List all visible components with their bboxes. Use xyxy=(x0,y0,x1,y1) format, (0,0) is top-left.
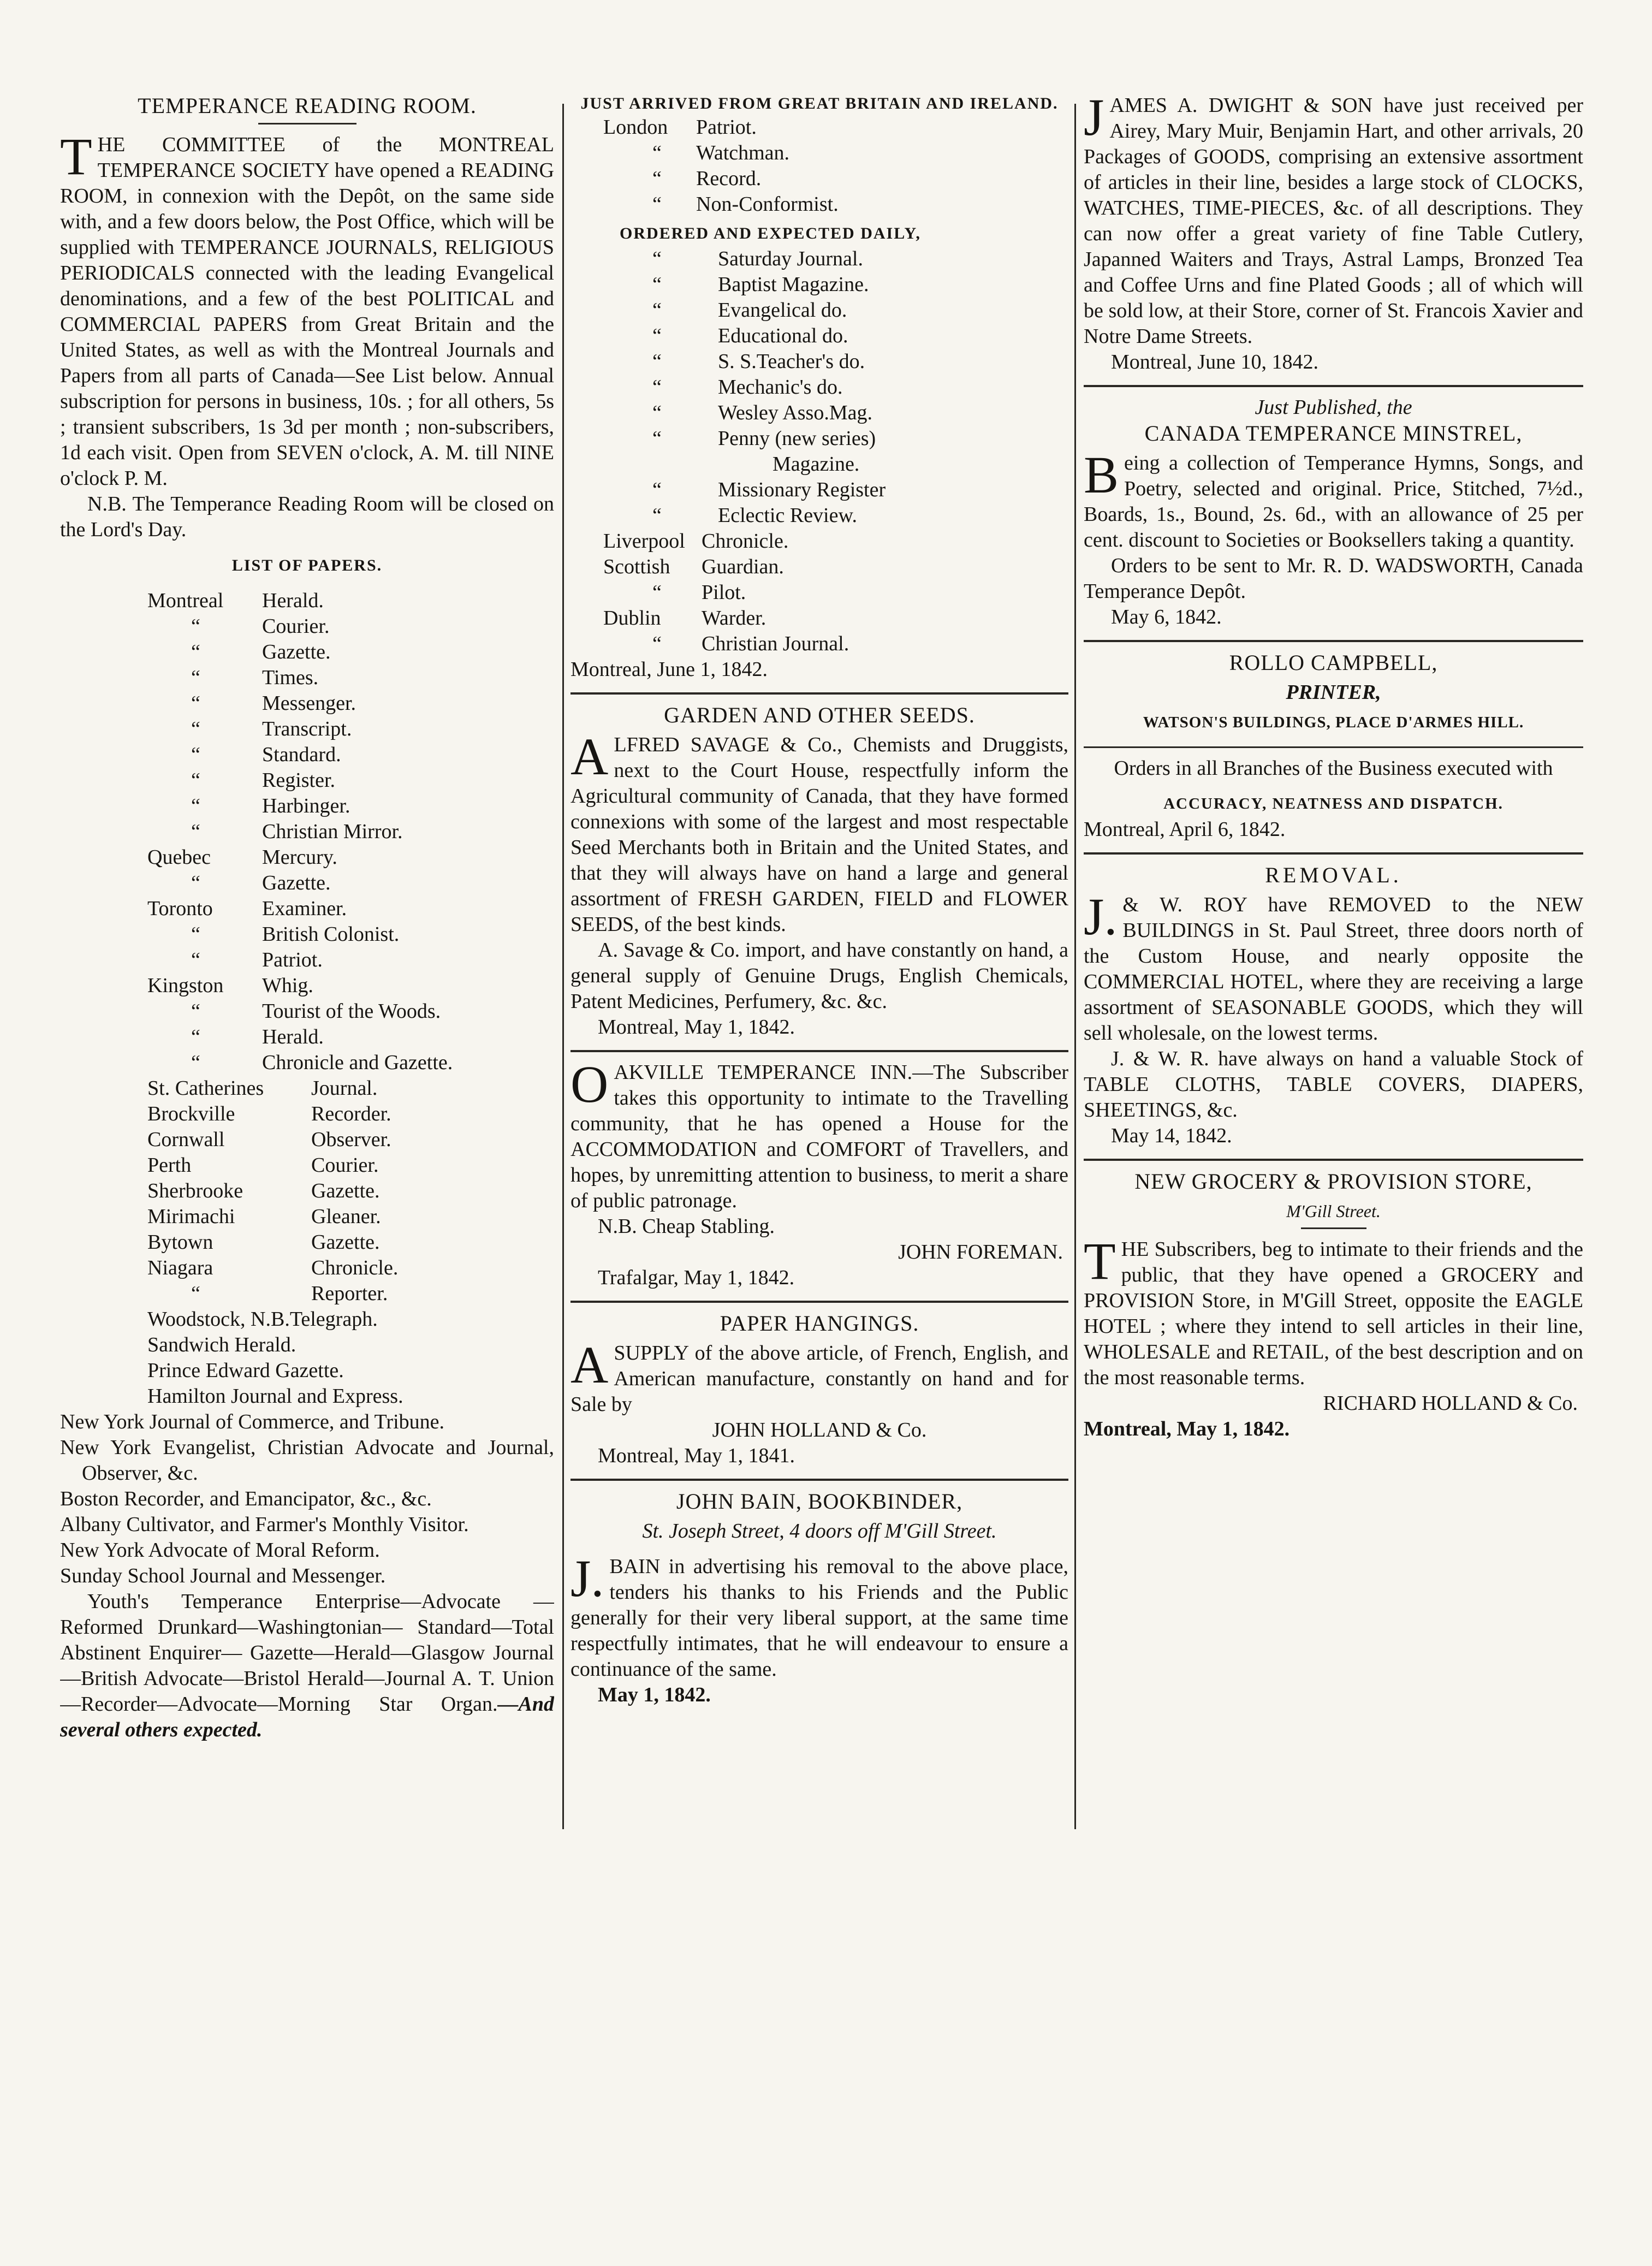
list-item xyxy=(60,1101,554,1127)
place-name: St. Catherines xyxy=(147,1077,264,1100)
paper-name: British Colonist. xyxy=(262,923,400,946)
paper-name: Examiner. xyxy=(262,897,347,920)
place-name: “ xyxy=(191,615,200,638)
ditto-mark: “ xyxy=(652,427,662,450)
list-item xyxy=(571,166,1068,192)
list-item xyxy=(60,614,554,639)
paper-name: Observer. xyxy=(311,1128,391,1151)
paper-name: Missionary Register xyxy=(718,478,886,501)
inn-ad: OAKVILLE TEMPERANCE INN.—The Subscriber takes this opportunity to intimate to the Travelling community, that he has opened a House for the ACCOMMODATION and COMFORT of Travellers, and hopes, by unremitting attention to business, to merit a share of public patronage. xyxy=(571,1055,1068,1212)
column-divider xyxy=(1074,104,1076,1829)
place-name: Sherbrooke xyxy=(147,1179,243,1202)
list-item: New York Evangelist, Christian Advocate and Journal, Observer, &c. xyxy=(60,1436,554,1485)
rollo-title: ROLLO CAMPBELL, xyxy=(1229,650,1438,675)
separator xyxy=(1084,852,1583,855)
list-item xyxy=(60,999,554,1024)
place-name: Bytown xyxy=(147,1231,213,1254)
paper-hangings-title: PAPER HANGINGS. xyxy=(720,1311,919,1336)
place-name: “ xyxy=(191,717,200,740)
list-item xyxy=(60,1076,554,1101)
ditto-mark: “ xyxy=(652,324,662,347)
ordered-title: ORDERED AND EXPECTED DAILY, xyxy=(620,224,921,242)
paper-name: Standard. xyxy=(262,743,341,766)
paper-name: Tourist of the Woods. xyxy=(262,1000,441,1023)
youth-papers: Youth's Temperance Enterprise—Advocate —Reformed Drunkard—Washingtonian— Standard—Total Abstinent Enquirer— Gazette—Herald—Glasgow Journal—British Advocate—Bristol Herald—Journal A. T. Union—Recorder—Advocate—Morning Star Organ.—And several others expected. xyxy=(60,1590,554,1741)
list-item xyxy=(571,246,1068,272)
place-name: “ xyxy=(191,769,200,792)
seeds-ad-2: A. Savage & Co. import, and have constantly on hand, a general supply of Genuine Drugs, English Chemicals, Patent Medicines, Perfumery, &c. &c. xyxy=(571,939,1068,1013)
list-item xyxy=(60,1230,554,1255)
reading-room-notice: THE COMMITTEE of the MONTREAL TEMPERANCE SOCIETY have opened a READING ROOM, in connexion with the Depôt, on the same side with, and a few doors below, the Post Office, which will be supplied with TEMPERANCE JOURNALS, RELIGIOUS PERIODICALS connected with the leading Evangelical denominations, and a few of the best POLITICAL and COMMERCIAL PAPERS from Great Britain and the United States, as well as with the Montreal Journals and Papers from all parts of Canada—See List below. Annual subscription for persons in business, 10s. ; for all others, 5s ; transient subscribers, 1s 3d per month ; non-subscribers, 1d each visit. Open from SEVEN o'clock, A. M. till NINE o'clock P. M. xyxy=(60,127,554,490)
arrived-list xyxy=(571,115,1068,217)
place-name: “ xyxy=(652,193,662,216)
list-item xyxy=(60,973,554,999)
paper-name: Baptist Magazine. xyxy=(718,273,869,296)
list-item: Sunday School Journal and Messenger. xyxy=(60,1564,386,1587)
list-item xyxy=(60,742,554,768)
bain-ad: J. BAIN in advertising his removal to the above place, tenders his thanks to his Friends and the Public generally for their very liberal support, at the same time respectfully intimates, that he will endeavour to ensure a continuance of the same. xyxy=(571,1549,1068,1681)
ditto-mark: “ xyxy=(652,299,662,322)
paper-hangings-signature: JOHN HOLLAND & Co. xyxy=(712,1419,927,1442)
place-name: “ xyxy=(191,1051,200,1074)
paper-name: Saturday Journal. xyxy=(718,247,863,270)
paper-name: Wesley Asso.Mag. xyxy=(718,401,872,424)
paper-name: Reporter. xyxy=(311,1282,388,1305)
place-name: “ xyxy=(191,820,200,843)
paper-name: Recorder. xyxy=(311,1102,391,1125)
minstrel-pre: Just Published, the xyxy=(1255,396,1412,419)
grocery-ad: THE Subscribers, beg to intimate to their friends and the public, that they have opened a GROCERY and PROVISION Store, in M'Gill Street, opposite the EAGLE HOTEL ; where they intend to sell articles in their line, WHOLESALE and RETAIL, of the best description and on the most reasonable terms. xyxy=(1084,1232,1583,1389)
removal-ad: J. & W. ROY have REMOVED to the NEW BUILDINGS in St. Paul Street, three doors north of the Custom House, and nearly opposite the COMMERCIAL HOTEL, where they are receiving a large assortment of SEASONABLE GOODS, which they will sell wholesale, on the lowest terms. xyxy=(1084,887,1583,1045)
separator xyxy=(1084,746,1583,748)
paper-name: Herald. xyxy=(262,589,324,612)
paper-name: Chronicle. xyxy=(311,1256,399,1279)
inn-nb: N.B. Cheap Stabling. xyxy=(598,1215,775,1238)
paper-name: Transcript. xyxy=(262,717,352,740)
list-item xyxy=(571,272,1068,298)
paper-name: Times. xyxy=(262,666,319,689)
column-left xyxy=(60,93,554,1829)
dwight-ad: JAMES A. DWIGHT & SON have just received per Airey, Mary Muir, Benjamin Hart, and other arrivals, 20 Packages of GOODS, comprising an extensive assortment of articles in their line, besides a large stock of CLOCKS, WATCHES, TIME-PIECES, &c. of all descriptions. They can now offer a great variety of fine Table Cutlery, Japanned Waiters and Trays, Astral Lamps, Bronzed Tea and Coffee Urns and fine Plated Goods ; all of which will be sold low, at their Store, corner of St. Francois Xavier and Notre Dame Streets. xyxy=(1084,93,1583,348)
list-item xyxy=(60,1281,554,1307)
column-middle xyxy=(571,93,1068,1829)
list-item xyxy=(60,691,554,716)
seeds-title: GARDEN AND OTHER SEEDS. xyxy=(664,703,975,727)
place-name: Dublin xyxy=(603,607,661,630)
paper-name: Non-Conformist. xyxy=(696,193,839,216)
papers-list-3 xyxy=(60,1307,554,1409)
minstrel-title: CANADA TEMPERANCE MINSTREL, xyxy=(1144,421,1523,446)
grocery-address: M'Gill Street. xyxy=(1286,1201,1381,1221)
ditto-mark: “ xyxy=(652,376,662,399)
paper-name: Record. xyxy=(696,167,762,190)
list-of-papers-title: LIST OF PAPERS. xyxy=(231,556,383,574)
list-item xyxy=(571,631,1068,657)
paper-name: Patriot. xyxy=(696,116,757,139)
list-item xyxy=(60,1178,554,1204)
removal-title: REMOVAL. xyxy=(1265,863,1402,887)
paper-name: Herald. xyxy=(262,1025,324,1048)
drop-cap: T xyxy=(60,127,92,186)
paper-name: Harbinger. xyxy=(262,794,350,817)
place-name: “ xyxy=(652,632,662,655)
list-item xyxy=(571,400,1068,426)
list-item xyxy=(60,922,554,947)
list-item xyxy=(60,768,554,793)
place-name: London xyxy=(603,116,668,139)
ditto-mark: “ xyxy=(652,247,662,270)
ditto-mark: “ xyxy=(652,401,662,424)
rollo-accuracy: ACCURACY, NEATNESS AND DISPATCH. xyxy=(1163,795,1504,812)
place-name: “ xyxy=(191,743,200,766)
paper-name: Christian Mirror. xyxy=(262,820,403,843)
bain-address: St. Joseph Street, 4 doors off M'Gill Street. xyxy=(642,1520,997,1543)
list-item xyxy=(60,1050,554,1076)
list-item xyxy=(571,140,1068,166)
place-name: Brockville xyxy=(147,1102,235,1125)
paper-name: Gazette. xyxy=(262,640,331,663)
paper-name: Educational do. xyxy=(718,324,848,347)
inn-signature: JOHN FOREMAN. xyxy=(898,1241,1063,1263)
separator xyxy=(571,1301,1068,1303)
place-name: “ xyxy=(652,141,662,164)
column-divider xyxy=(562,104,564,1829)
list-item xyxy=(571,323,1068,349)
separator xyxy=(571,692,1068,695)
paper-name: Evangelical do. xyxy=(718,299,847,322)
list-item: Magazine. xyxy=(772,453,860,476)
separator xyxy=(1084,385,1583,387)
papers-list xyxy=(60,588,554,1076)
paper-name: Messenger. xyxy=(262,692,356,715)
dwight-date: Montreal, June 10, 1842. xyxy=(1111,351,1318,373)
paper-name: Register. xyxy=(262,769,336,792)
paper-name: Chronicle and Gazette. xyxy=(262,1051,453,1074)
paper-name: Warder. xyxy=(702,607,766,630)
list-item xyxy=(571,426,1068,452)
paper-name: Mercury. xyxy=(262,846,337,869)
list-item: New York Journal of Commerce, and Tribune. xyxy=(60,1410,445,1433)
separator xyxy=(1084,1159,1583,1161)
list-item: Albany Cultivator, and Farmer's Monthly Visitor. xyxy=(60,1513,469,1536)
list-item xyxy=(60,1153,554,1178)
place-name: “ xyxy=(191,948,200,971)
paper-name: Gazette. xyxy=(311,1231,380,1254)
paper-hangings-ad: ASUPPLY of the above article, of French, English, and American manufacture, constantly on hand and for Sale by xyxy=(571,1336,1068,1416)
list-item xyxy=(60,1024,554,1050)
place-name: Montreal xyxy=(147,589,224,612)
place-name: “ xyxy=(652,167,662,190)
list-item xyxy=(571,503,1068,529)
paper-name: Watchman. xyxy=(696,141,790,164)
paper-name: Penny (new series) xyxy=(718,427,876,450)
rollo-date: Montreal, April 6, 1842. xyxy=(1084,818,1286,841)
list-item: New York Advocate of Moral Reform. xyxy=(60,1539,380,1562)
list-item: Boston Recorder, and Emancipator, &c., &c. xyxy=(60,1487,432,1510)
rollo-orders: Orders in all Branches of the Business executed with xyxy=(1114,757,1553,780)
list-item xyxy=(60,947,554,973)
seeds-date: Montreal, May 1, 1842. xyxy=(598,1016,795,1039)
place-name: Kingston xyxy=(147,974,224,997)
minstrel-orders: Orders to be sent to Mr. R. D. WADSWORTH, Canada Temperance Depôt. xyxy=(1084,554,1583,603)
seeds-ad: ALFRED SAVAGE & Co., Chemists and Druggists, next to the Court House, respectfully inform the Agricultural community of Canada, that they have formed connexions with some of the largest and most respectable Seed Merchants both in Britain and the United States, and that they will always have on hand a large and general assortment of FRESH GARDEN, FIELD and FLOWER SEEDS, of the best kinds. xyxy=(571,727,1068,936)
paper-name: Guardian. xyxy=(702,555,784,578)
minstrel-ad: Being a collection of Temperance Hymns, Songs, and Poetry, selected and original. Price, Stitched, 7½d., Boards, 1s., Bound, 2s. 6d., with an allowance of 25 per cent. discount to Societies or Booksellers taking a quantity. xyxy=(1084,446,1583,551)
list-item xyxy=(60,588,554,614)
arrived-title: JUST ARRIVED FROM GREAT BRITAIN AND IRELAND. xyxy=(580,94,1059,112)
list-item xyxy=(60,845,554,870)
place-name: Cornwall xyxy=(147,1128,225,1151)
paper-name: Whig. xyxy=(262,974,313,997)
other-papers-list xyxy=(60,1409,554,1589)
place-name: “ xyxy=(191,794,200,817)
list-item: Sandwich Herald. xyxy=(147,1333,296,1356)
paper-name: Courier. xyxy=(262,615,330,638)
list-item xyxy=(571,375,1068,400)
paper-name: Patriot. xyxy=(262,948,323,971)
list-item xyxy=(571,298,1068,323)
list-item xyxy=(60,716,554,742)
title-rule xyxy=(258,123,356,124)
paper-name: Mechanic's do. xyxy=(718,376,843,399)
bain-title: JOHN BAIN, BOOKBINDER, xyxy=(676,1489,963,1514)
list-item xyxy=(571,554,1068,580)
grocery-rule xyxy=(1301,1227,1366,1229)
list-item xyxy=(571,606,1068,631)
paper-name: Chronicle. xyxy=(702,530,789,553)
place-name: “ xyxy=(191,666,200,689)
paper-name: Courier. xyxy=(311,1154,379,1177)
ditto-mark: “ xyxy=(652,504,662,527)
paper-name: Gazette. xyxy=(262,871,331,894)
place-name: Mirimachi xyxy=(147,1205,235,1228)
inn-date: Trafalgar, May 1, 1842. xyxy=(598,1266,795,1289)
paper-name: Gazette. xyxy=(311,1179,380,1202)
list-item xyxy=(571,192,1068,217)
list-item: Prince Edward Gazette. xyxy=(147,1359,344,1382)
grocery-signature: RICHARD HOLLAND & Co. xyxy=(1323,1392,1578,1415)
list-item xyxy=(60,793,554,819)
rollo-address: WATSON'S BUILDINGS, PLACE D'ARMES HILL. xyxy=(1143,714,1524,731)
date-june-1: Montreal, June 1, 1842. xyxy=(571,658,768,681)
place-name: “ xyxy=(191,1025,200,1048)
list-item xyxy=(60,819,554,845)
place-name: “ xyxy=(191,1282,200,1305)
list-item: Hamilton Journal and Express. xyxy=(147,1385,403,1408)
removal-ad-2: J. & W. R. have always on hand a valuable Stock of TABLE CLOTHS, TABLE COVERS, DIAPERS, SHEETINGS, &c. xyxy=(1084,1047,1583,1122)
ditto-mark: “ xyxy=(652,478,662,501)
list-item xyxy=(60,870,554,896)
list-item xyxy=(571,349,1068,375)
list-item xyxy=(60,639,554,665)
reading-room-nb: N.B. The Temperance Reading Room will be closed on the Lord's Day. xyxy=(60,493,554,541)
column-right xyxy=(1084,93,1583,1829)
separator xyxy=(571,1050,1068,1052)
ditto-mark: “ xyxy=(652,350,662,373)
paper-name: Christian Journal. xyxy=(702,632,849,655)
list-item xyxy=(60,1127,554,1153)
separator xyxy=(571,1479,1068,1481)
papers-list-2 xyxy=(60,1076,554,1307)
ditto-mark: “ xyxy=(652,273,662,296)
reading-room-title: TEMPERANCE READING ROOM. xyxy=(138,93,477,118)
place-name: “ xyxy=(652,581,662,604)
other-list xyxy=(571,529,1068,657)
place-name: Perth xyxy=(147,1154,192,1177)
list-item xyxy=(571,115,1068,140)
grocery-title: NEW GROCERY & PROVISION STORE, xyxy=(1134,1169,1532,1194)
list-item xyxy=(571,580,1068,606)
paper-name: Journal. xyxy=(311,1077,378,1100)
list-item xyxy=(60,1255,554,1281)
paper-hangings-date: Montreal, May 1, 1841. xyxy=(598,1444,795,1467)
place-name: “ xyxy=(191,640,200,663)
minstrel-date: May 6, 1842. xyxy=(1111,606,1222,628)
removal-date: May 14, 1842. xyxy=(1111,1124,1232,1147)
paper-name: Eclectic Review. xyxy=(718,504,857,527)
place-name: “ xyxy=(191,692,200,715)
place-name: Scottish xyxy=(603,555,670,578)
place-name: “ xyxy=(191,871,200,894)
grocery-date: Montreal, May 1, 1842. xyxy=(1084,1417,1290,1440)
place-name: Quebec xyxy=(147,846,211,869)
list-item xyxy=(60,665,554,691)
list-item xyxy=(60,896,554,922)
paper-name: Gleaner. xyxy=(311,1205,381,1228)
separator xyxy=(1084,640,1583,642)
list-item: Woodstock, N.B.Telegraph. xyxy=(147,1308,378,1331)
list-item xyxy=(60,1204,554,1230)
place-name: “ xyxy=(191,923,200,946)
place-name: “ xyxy=(191,1000,200,1023)
place-name: Niagara xyxy=(147,1256,213,1279)
place-name: Toronto xyxy=(147,897,213,920)
place-name: Liverpool xyxy=(603,530,685,553)
list-item xyxy=(571,477,1068,503)
bain-date: May 1, 1842. xyxy=(598,1683,711,1706)
paper-name: Pilot. xyxy=(702,581,746,604)
list-item xyxy=(571,529,1068,554)
paper-name: S. S.Teacher's do. xyxy=(718,350,865,373)
rollo-subtitle: PRINTER, xyxy=(1286,681,1381,704)
ordered-list xyxy=(571,246,1068,529)
